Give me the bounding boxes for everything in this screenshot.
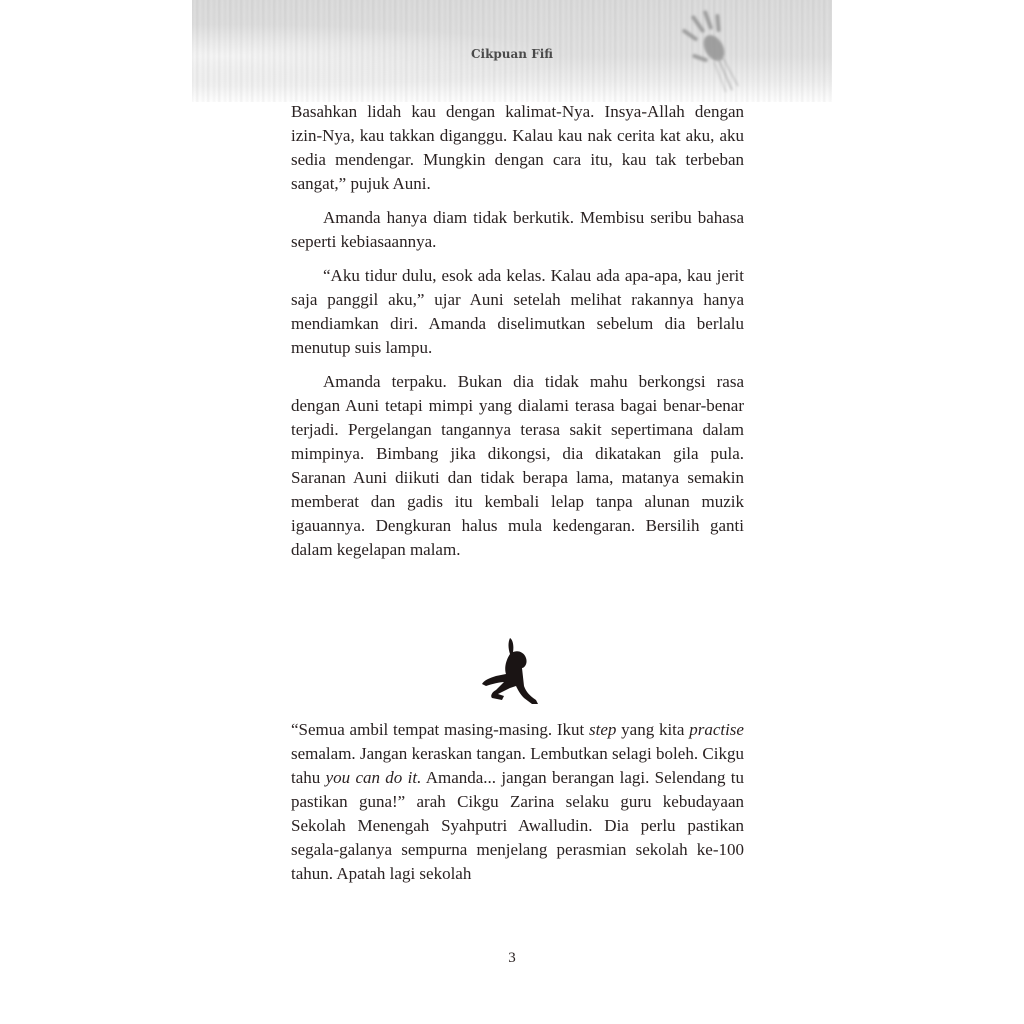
book-page: [192, 0, 832, 1024]
italic-phrase: you can do it.: [325, 768, 422, 787]
italic-word: practise: [689, 720, 744, 739]
paragraph: “Aku tidur dulu, esok ada kelas. Kalau ada apa-apa, kau jerit saja panggil aku,” ujar Auni setelah melihat rakannya hanya mendiamkan diri. Amanda diselimutkan sebelum dia berlalu menutup suis lampu.: [291, 266, 744, 357]
page-number: 3: [508, 950, 516, 966]
body-text-section-1: [291, 100, 744, 562]
page-header-banner: [192, 0, 832, 102]
italic-word: step: [589, 720, 617, 739]
paragraph: Amanda hanya diam tidak berkutik. Membisu seribu bahasa seperti kebiasaannya.: [291, 208, 744, 251]
running-title: Cikpuan Fifi: [470, 47, 554, 61]
paragraph: “Semua ambil tempat masing-masing. Ikut step yang kita practise semalam. Jangan keraskan tangan. Lembutkan selagi boleh. Cikgu tahu you can do it. Amanda... jangan berangan lagi. Selendang tu pastikan guna!” arah Cikgu Zarina selaku guru kebudayaan Sekolah Menengah Syahputri Awalludin. Dia perlu pastikan segala-galanya sempurna menjelang perasmian sekolah ke-100 tahun. Apatah lagi sekolah: [291, 720, 744, 883]
body-text-section-2: [291, 718, 744, 896]
dancer-silhouette-icon: [480, 636, 544, 710]
paragraph: Basahkan lidah kau dengan kalimat-Nya. Insya-Allah dengan izin-Nya, kau takkan diganggu. Kalau kau nak cerita kat aku, aku sedia mendengar. Mungkin dengan cara itu, kau tak terbeban sangat,” pujuk Auni.: [291, 102, 744, 193]
paragraph: Amanda terpaku. Bukan dia tidak mahu berkongsi rasa dengan Auni tetapi mimpi yang dialami terasa bagai benar-benar terjadi. Pergelangan tangannya terasa sakit sepertimana dalam mimpinya. Bimbang jika dikongsi, dia dikatakan gila pula. Saranan Auni diikuti dan tidak berapa lama, matanya semakin memberat dan gadis itu kembali lelap tanpa alunan muzik igauannya. Dengkuran halus mula kedengaran. Bersilih ganti dalam kegelapan malam.: [291, 372, 744, 559]
